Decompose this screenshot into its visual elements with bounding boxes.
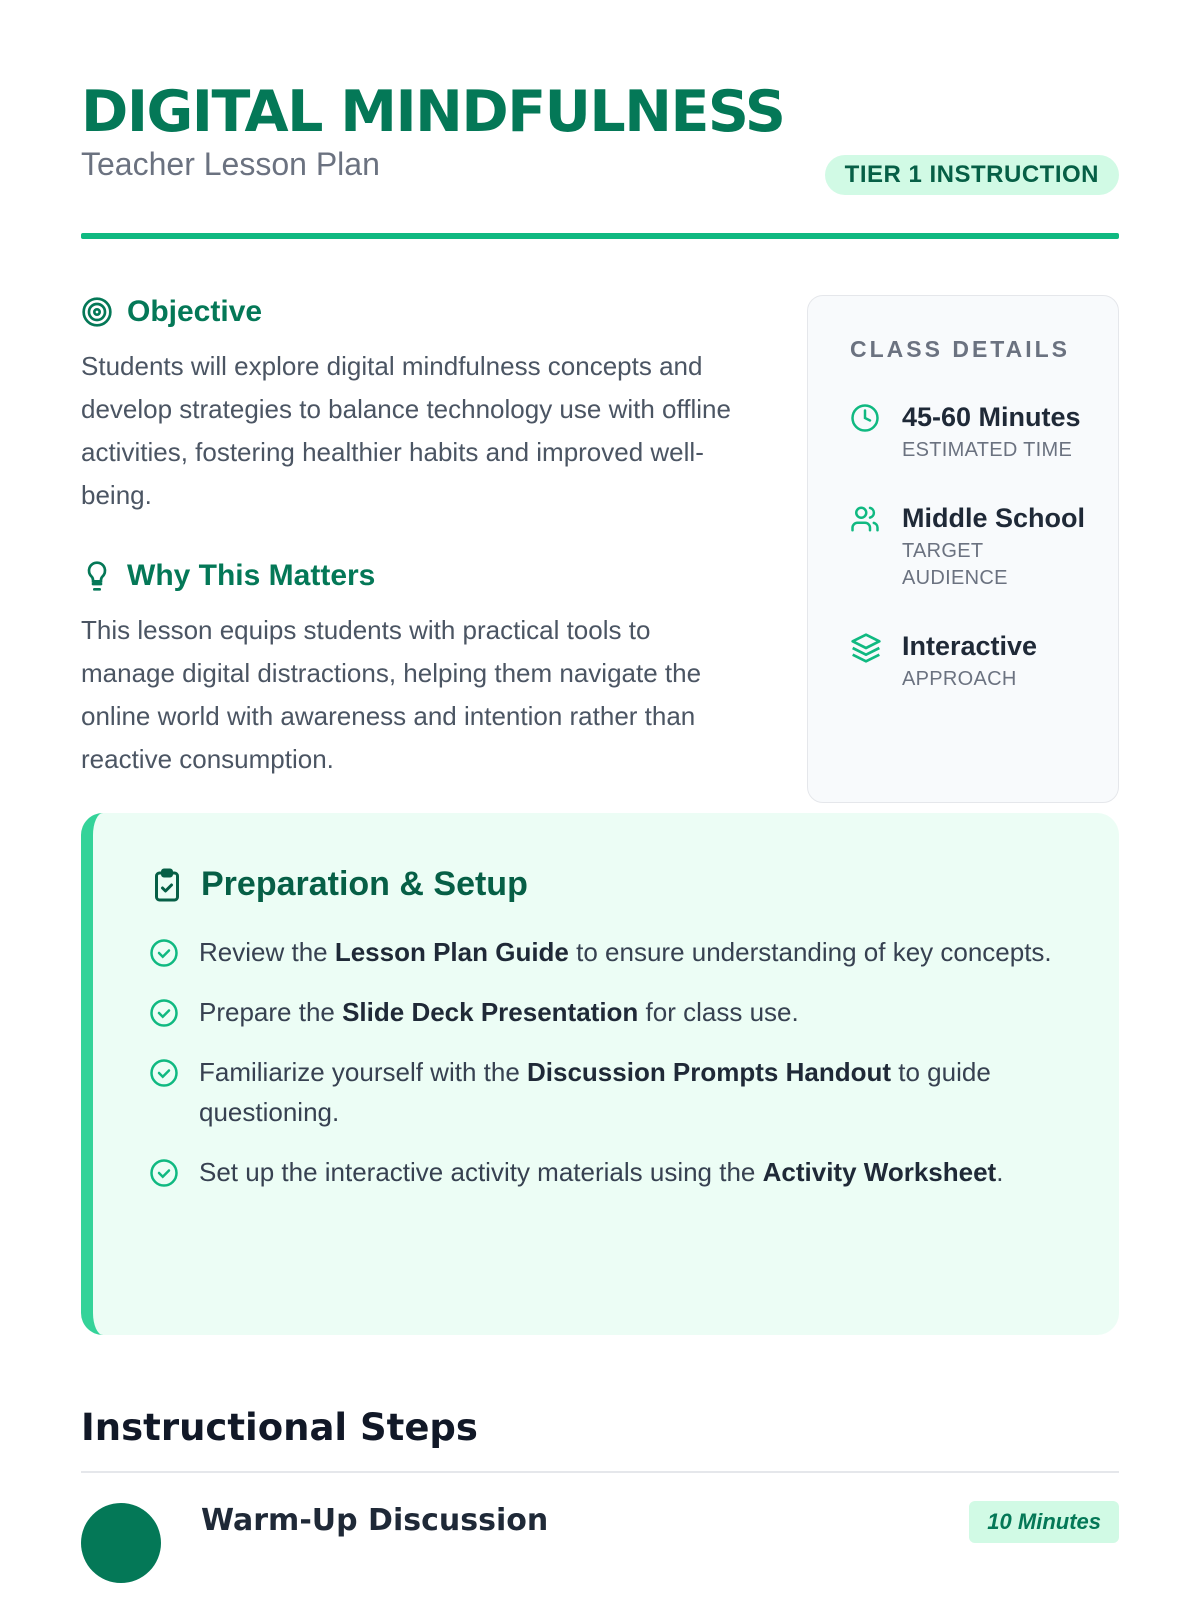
page-title: DIGITAL MINDFULNESS [81, 79, 785, 145]
clipboard-check-icon [149, 867, 185, 903]
list-item [149, 932, 1059, 972]
check-circle-icon [149, 932, 179, 972]
detail-audience-label: TARGET AUDIENCE [902, 540, 1008, 589]
step-title: Warm-Up Discussion [201, 1503, 549, 1538]
check-circle-icon [149, 1152, 179, 1192]
why-heading [81, 559, 751, 593]
page-subtitle: Teacher Lesson Plan [81, 146, 380, 182]
lightbulb-icon [81, 560, 113, 592]
list-item [149, 992, 1059, 1032]
steps-title: Instructional Steps [81, 1406, 478, 1449]
header-divider [81, 233, 1119, 239]
step-time-badge: 10 Minutes [969, 1501, 1119, 1543]
detail-approach [850, 626, 1088, 693]
detail-approach-label: APPROACH [902, 668, 1017, 690]
detail-time [850, 397, 1088, 464]
check-circle-icon [149, 1052, 179, 1132]
detail-time-label: ESTIMATED TIME [902, 439, 1073, 461]
header [81, 0, 1119, 243]
users-icon [850, 498, 882, 592]
detail-audience [850, 498, 1088, 592]
step-row [81, 1503, 1119, 1583]
overview-text [81, 295, 751, 781]
steps-divider [81, 1471, 1119, 1473]
detail-audience-value: Middle School [902, 503, 1086, 533]
check-circle-icon [149, 992, 179, 1032]
target-icon [81, 296, 113, 328]
prep-item-text: Set up the interactive activity materials using the Activity Worksheet. [199, 1157, 1004, 1187]
tier-badge: TIER 1 INSTRUCTION [825, 155, 1119, 195]
objective-body: Students will explore digital mindfulness concepts and develop strategies to balance technology use with offline activities, fostering healthier habits and improved well-being. [81, 351, 731, 510]
list-item [149, 1052, 1059, 1132]
why-title: Why This Matters [127, 559, 376, 592]
objective-heading [81, 295, 751, 329]
preparation-box [81, 813, 1119, 1335]
layers-icon [850, 626, 882, 693]
preparation-list [149, 932, 1059, 1192]
clock-icon [850, 397, 882, 464]
prep-item-text: Prepare the Slide Deck Presentation for class use. [199, 997, 799, 1027]
detail-approach-value: Interactive [902, 631, 1038, 661]
prep-item-text: Review the Lesson Plan Guide to ensure understanding of key concepts. [199, 937, 1052, 967]
class-details-heading: CLASS DETAILS [850, 336, 1071, 362]
step-number-circle [81, 1503, 161, 1583]
objective-title: Objective [127, 295, 263, 328]
detail-time-value: 45-60 Minutes [902, 402, 1081, 432]
why-body: This lesson equips students with practical tools to manage digital distractions, helping them navigate the online world with awareness and intention rather than reactive consumption. [81, 615, 702, 774]
list-item [149, 1152, 1059, 1192]
preparation-title: Preparation & Setup [201, 865, 528, 903]
prep-item-text: Familiarize yourself with the Discussion Prompts Handout to guide questioning. [199, 1057, 991, 1127]
overview-section [81, 243, 1119, 813]
preparation-heading [149, 865, 1059, 904]
class-details-card [807, 295, 1119, 803]
